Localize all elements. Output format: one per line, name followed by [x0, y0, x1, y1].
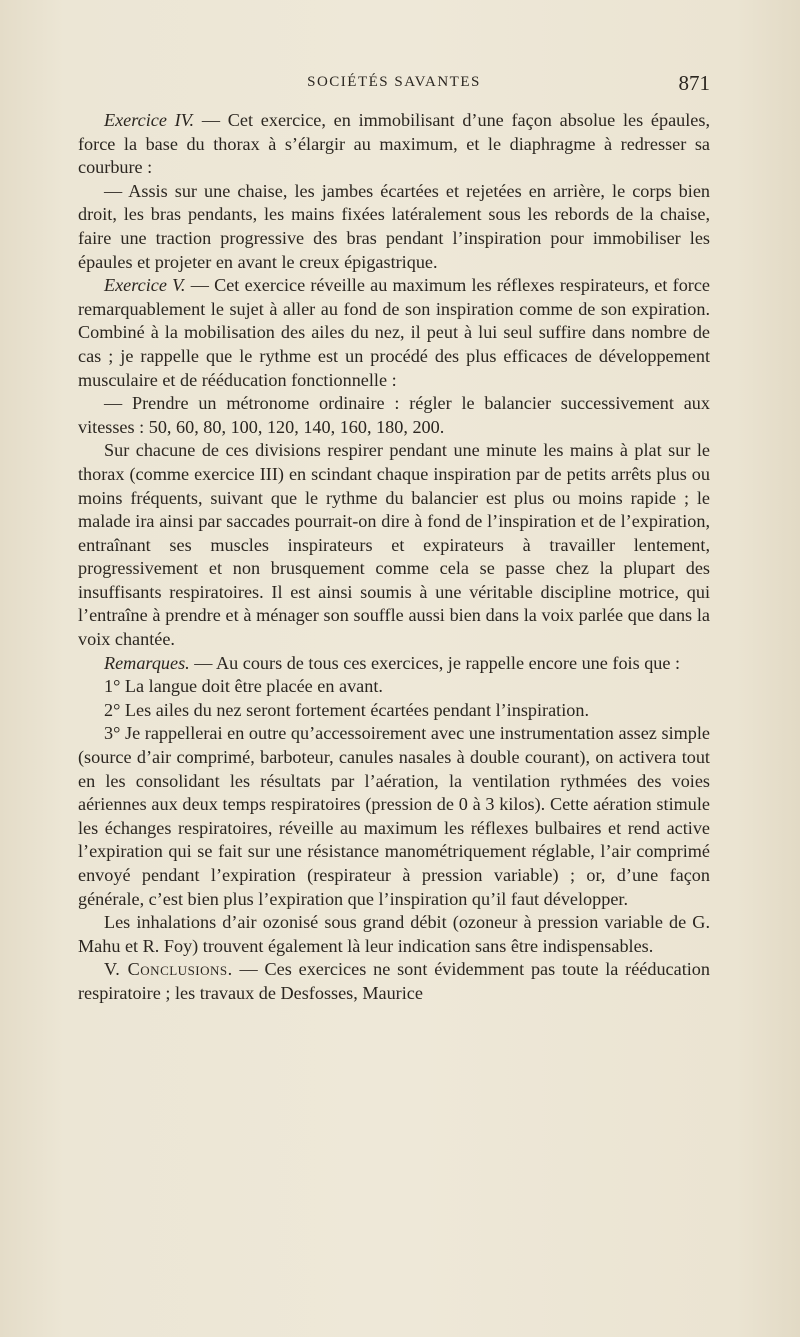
page-header — [78, 72, 710, 96]
paragraph-exercice-iv — [78, 109, 710, 180]
paragraph-text: — Cet exercice, en immobilisant d’une façon absolue les épaules, force la base du thorax à s’élargir au maximum, et le diaphragme à redresser sa courbure : — [78, 110, 711, 178]
paragraph-text: — Prendre un métronome ordinaire : régler le balancier successivement aux vitesses : 50, 60, 80, 100, 120, 140, 160, 180, 200. — [78, 393, 710, 437]
paragraph-metronome — [78, 392, 710, 439]
page-number: 871 — [678, 71, 710, 95]
paragraph-divisions — [78, 439, 710, 651]
paragraph-text: — Assis sur une chaise, les jambes écartées et rejetées en arrière, le corps bien droit, les bras pendants, les mains fixées latéralement sous les rebords de la chaise, faire une traction progressive des bras pendant l’inspiration pour immobiliser les épaules et projeter en avant le creux épigastrique. — [78, 180, 710, 272]
body-text — [78, 109, 710, 1006]
paragraph-instructions-iv — [78, 180, 710, 274]
paragraph-exercice-v — [78, 274, 710, 392]
paragraph-text: Les inhalations d’air ozonisé sous grand débit (ozoneur à pression variable de G. Mahu et R. Foy) trouvent également là leur indication sans être indispensables. — [78, 912, 710, 956]
paragraph-remark-1 — [78, 675, 710, 699]
paragraph-lead: Remarques. — [104, 652, 190, 673]
paragraph-text: — Cet exercice réveille au maximum les réflexes respirateurs, et force remarquablement le sujet à aller au fond de son inspiration comme de son expiration. Combiné à la mobilisation des ailes du nez, il peut à lui seul suffire dans nombre de cas ; je rappelle que le rythme est un procédé des plus efficaces de développement musculaire et de rééducation fonctionnelle : — [78, 275, 710, 390]
paragraph-lead: Exercice V. — [104, 275, 186, 296]
paragraph-text: — Au cours de tous ces exercices, je rappelle encore une fois que : — [189, 652, 681, 673]
paragraph-text: 3° Je rappellerai en outre qu’accessoirement avec une instrumentation assez simple (source d’air comprimé, barboteur, canules nasales à double courant), on activera tout en les consolidant les résultats par l’aération, la ventilation rythmées des voies aériennes aux deux temps respiratoires (pression de 0 à 3 kilos). Cette aération stimule les échanges respiratoires, réveille au maximum les réflexes bulbaires et rend active l’expiration qui se fait sur une résistance manométriquement réglable, l’air comprimé envoyé pendant l’expiration (respirateur à pression variable) ; or, d’une façon générale, c’est bien plus l’expiration que l’inspiration qu’il faut développer. — [78, 723, 710, 909]
paragraph-text: 2° Les ailes du nez seront fortement écartées pendant l’inspiration. — [104, 699, 590, 720]
paragraph-lead: Exercice IV. — [104, 110, 195, 130]
paragraph-remarques — [78, 652, 710, 676]
paragraph-text: 1° La langue doit être placée en avant. — [104, 676, 383, 697]
running-head: SOCIÉTÉS SAVANTES — [307, 74, 481, 90]
paragraph-text: Sur chacune de ces divisions respirer pendant une minute les mains à plat sur le thorax (comme exercice III) en scindant chaque inspiration par de petits arrêts plus ou moins fréquents, suivant que le rythme du balancier est plus ou moins rapide ; le malade ira ainsi par saccades pourrait-on dire à fond de l’inspiration et de l’expiration, entraînant ses muscles inspirateurs et expirateurs à travailler lentement, progressivement et non brusquement comme cela se passe chez la plupart des insuffisants respiratoires. Il est ainsi soumis à une véritable discipline motrice, qui l’entraîne à prendre et à ménager son souffle aussi bien dans la voix parlée que dans la voix chantée. — [78, 440, 710, 650]
paragraph-text: — Ces exercices ne sont évidemment pas toute la rééducation respiratoire ; les travaux de Desfosses, Maurice — [78, 959, 710, 1003]
paragraph-remark-3 — [78, 722, 710, 911]
paragraph-remark-2 — [78, 699, 710, 723]
section-heading: V. Conclusions. — [104, 959, 233, 980]
paragraph-inhalations — [78, 911, 710, 958]
paragraph-conclusions — [78, 958, 710, 1005]
